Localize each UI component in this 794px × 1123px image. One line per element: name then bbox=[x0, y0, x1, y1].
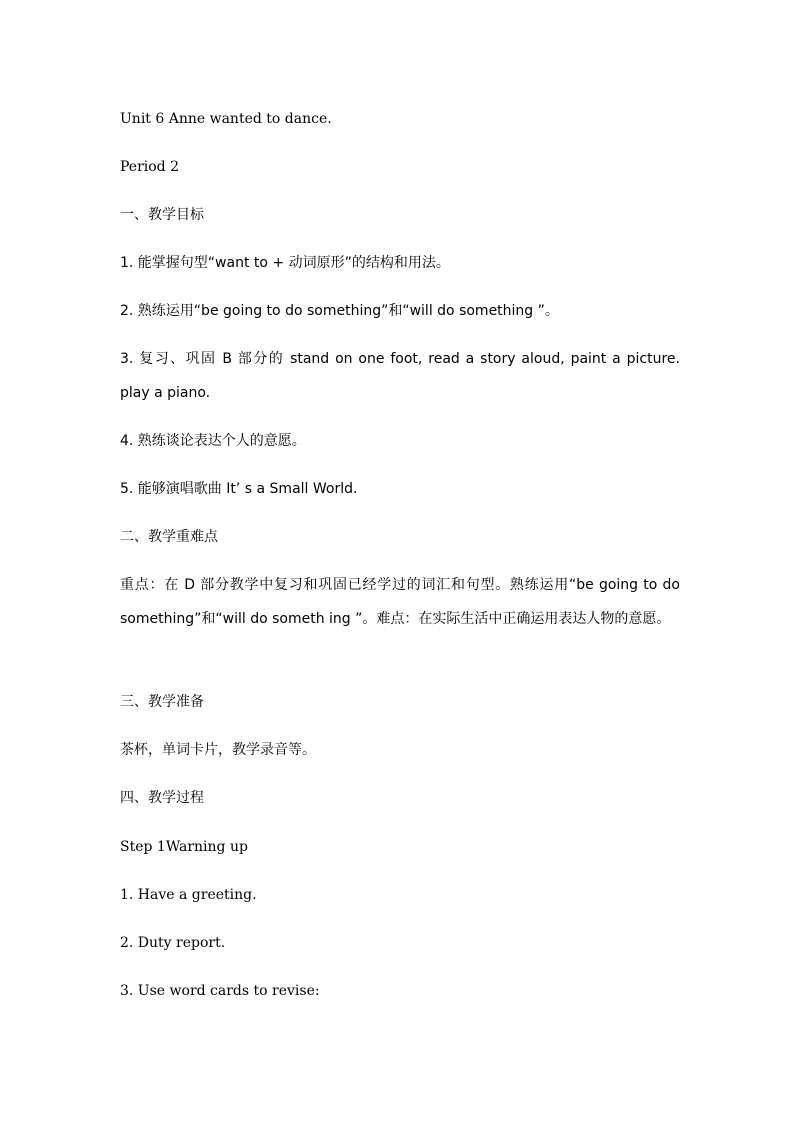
period-label: Period 2 bbox=[120, 159, 179, 175]
objectives-heading: 一、教学目标 bbox=[120, 207, 204, 223]
preparation-text: 茶杯，单词卡片，教学录音等。 bbox=[120, 742, 316, 758]
objective-4: 4. 熟练谈论表达个人的意愿。 bbox=[120, 433, 306, 449]
step-1-item-1: 1. Have a greeting. bbox=[120, 887, 257, 903]
objective-2: 2. 熟练运用“be going to do something”和“will do something ”。 bbox=[120, 303, 559, 319]
key-points-text: 重点：在 D 部分教学中复习和巩固已经学过的词汇和句型。熟练运用“be going to do something”和“will do someth ing ”。难点：在实际生活中正确运用表达人物的意愿。 bbox=[120, 577, 680, 627]
key-points-heading: 二、教学重难点 bbox=[120, 529, 218, 545]
step-1-item-2: 2. Duty report. bbox=[120, 935, 226, 951]
step-1-item-3: 3. Use word cards to revise: bbox=[120, 983, 320, 999]
process-heading: 四、教学过程 bbox=[120, 790, 204, 806]
objective-3: 3. 复习、巩固 B 部分的 stand on one foot, read a story aloud, paint a picture. play a piano. bbox=[120, 351, 680, 401]
preparation-heading: 三、教学准备 bbox=[120, 694, 204, 710]
objective-5: 5. 能够演唱歌曲 It’ s a Small World. bbox=[120, 481, 358, 497]
objective-1: 1. 能掌握句型“want to + 动词原形”的结构和用法。 bbox=[120, 255, 450, 271]
document-title: Unit 6 Anne wanted to dance. bbox=[120, 111, 332, 127]
step-1-heading: Step 1Warning up bbox=[120, 839, 248, 855]
